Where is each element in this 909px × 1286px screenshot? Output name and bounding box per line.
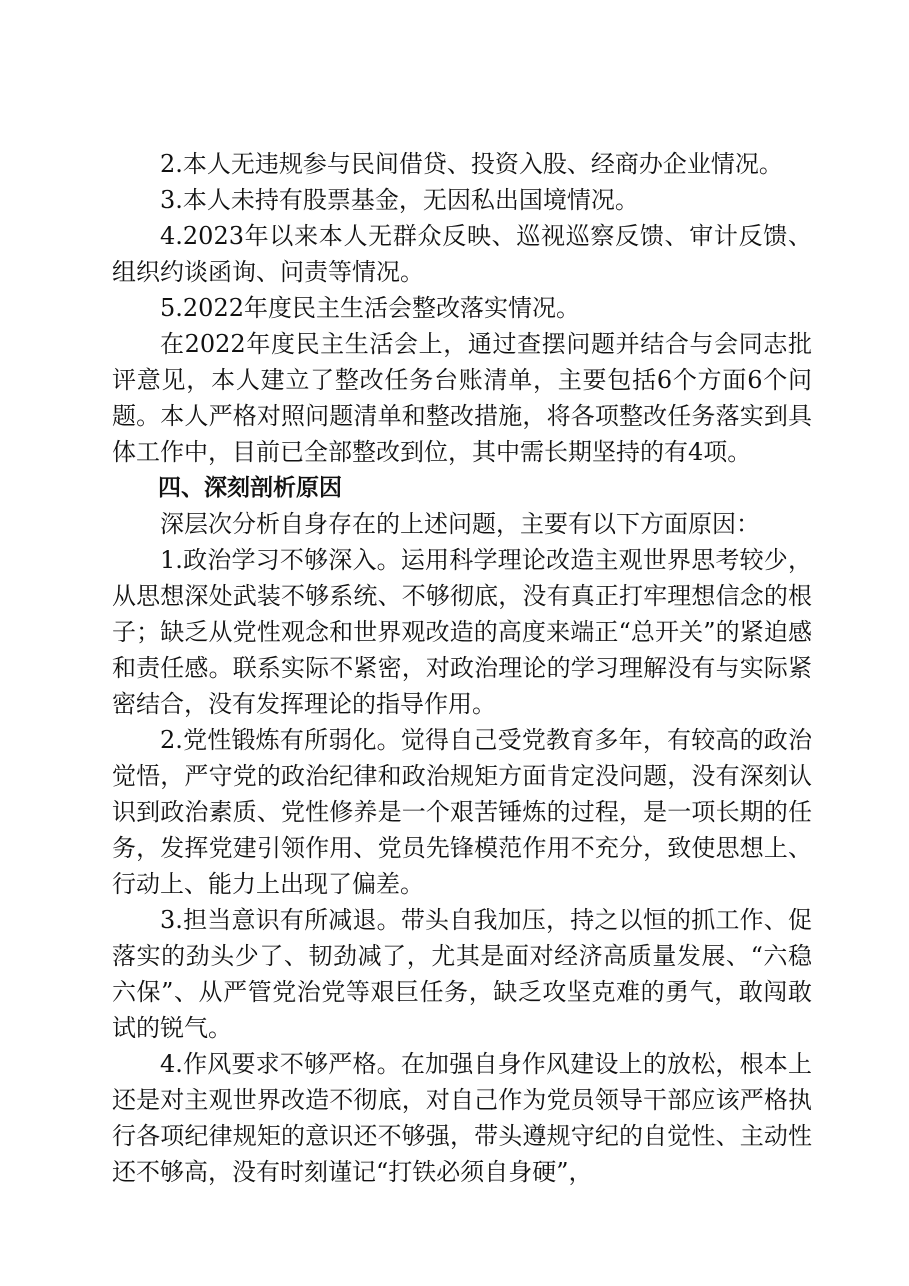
section-heading: 四、深刻剖析原因 bbox=[158, 475, 342, 501]
paragraph-item-3: 3.本人未持有股票基金，无因私出国境情况。 bbox=[160, 186, 639, 214]
analysis-item-3: 3.担当意识有所减退。带头自我加压，持之以恒的抓工作、促落实的劲头少了、韧劲减了，尤其是面对经济高质量发展、“六稳六保”、从严管党治党等艰巨任务，缺乏攻坚克难的勇气，敢闯敢试的锐气。 bbox=[112, 906, 812, 1042]
analysis-item-2: 2.党性锻炼有所弱化。觉得自己受党教育多年，有较高的政治觉悟，严守党的政治纪律和政治规矩方面肯定没问题，没有深刻认识到政治素质、党性修养是一个艰苦锤炼的过程，是一项长期的任务，发挥党建引领作用、党员先锋模范作用不充分，致使思想上、行动上、能力上出现了偏差。 bbox=[112, 726, 812, 898]
document-body bbox=[112, 146, 812, 1190]
paragraph-item-2: 2.本人无违规参与民间借贷、投资入股、经商办企业情况。 bbox=[160, 150, 783, 178]
paragraph-item-4: 4.2023年以来本人无群众反映、巡视巡察反馈、审计反馈、组织约谈函询、问责等情况。 bbox=[112, 222, 812, 286]
analysis-item-4: 4.作风要求不够严格。在加强自身作风建设上的放松，根本上还是对主观世界改造不彻底，对自己作为党员领导干部应该严格执行各项纪律规矩的意识还不够强，带头遵规守纪的自觉性、主动性还不够高，没有时刻谨记“打铁必须自身硬”， bbox=[112, 1050, 812, 1186]
rectification-paragraph: 在2022年度民主生活会上，通过查摆问题并结合与会同志批评意见，本人建立了整改任务台账清单，主要包括6个方面6个问题。本人严格对照问题清单和整改措施，将各项整改任务落实到具体工作中，目前已全部整改到位，其中需长期坚持的有4项。 bbox=[112, 330, 812, 466]
analysis-intro: 深层次分析自身存在的上述问题，主要有以下方面原因： bbox=[160, 510, 760, 538]
analysis-item-1: 1.政治学习不够深入。运用科学理论改造主观世界思考较少，从思想深处武装不够系统、不够彻底，没有真正打牢理想信念的根子；缺乏从党性观念和世界观改造的高度来端正“总开关”的紧迫感和责任感。联系实际不紧密，对政治理论的学习理解没有与实际紧密结合，没有发挥理论的指导作用。 bbox=[112, 546, 812, 718]
paragraph-item-5: 5.2022年度民主生活会整改落实情况。 bbox=[160, 294, 580, 322]
